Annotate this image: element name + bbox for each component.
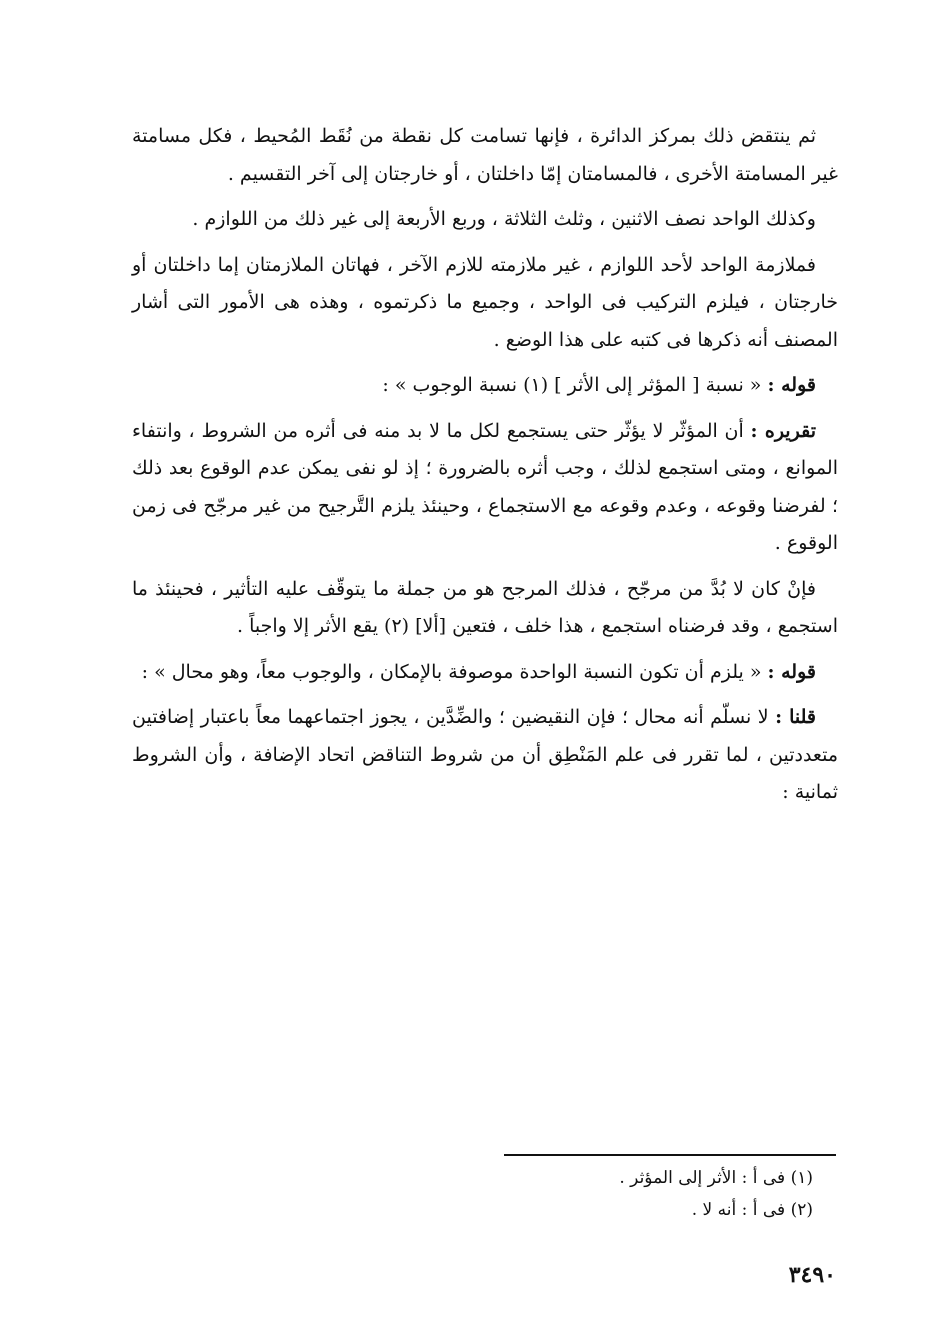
- paragraph-lead: قلنا :: [775, 706, 817, 728]
- paragraph-7: [132, 654, 838, 692]
- paragraph-text: ثم ينتقض ذلك بمركز الدائرة ، فإنها تسامت كل نقطة من نُقَط المُحيط ، فكل مسامتة غير المسامتة الأخرى ، فالمسامتان إمّا داخلتان ، أو خارجتان إلى آخر التقسيم .: [132, 125, 838, 185]
- page-number: ٣٤٩٠: [788, 1262, 836, 1288]
- paragraph-text: فإنْ كان لا بُدَّ من مرجّح ، فذلك المرجح هو من جملة ما يتوقّف عليه التأثير ، فحينئذ ما استجمع ، وقد فرضناه استجمع ، هذا خلف ، فتعين [ألا] (٢) يقع الأثر إلا واجباً .: [132, 577, 838, 637]
- footnotes: [619, 1162, 813, 1226]
- paragraph-3: [132, 247, 838, 360]
- paragraph-lead: قوله :: [767, 660, 816, 683]
- footnote-2: (٢) فى أ : أنه لا .: [691, 1200, 813, 1220]
- page-body: [132, 118, 838, 820]
- paragraph-2: [132, 201, 838, 239]
- paragraph-6: [132, 571, 838, 646]
- paragraph-lead: قوله :: [767, 374, 816, 396]
- paragraph-text: فملازمة الواحد لأحد اللوازم ، غير ملازمته للازم الآخر ، فهاتان الملازمتان إما داخلتان أو خارجتان ، فيلزم التركيب فى الواحد ، وجميع ما ذكرتموه ، وهذه هى الأمور التى أشار المصنف أنه ذكرها فى كتبه على هذا الوضع .: [132, 253, 838, 351]
- paragraph-text: وكذلك الواحد نصف الاثنين ، وثلث الثلاثة ، وربع الأربعة إلى غير ذلك من اللوازم .: [192, 208, 816, 230]
- paragraph-text: « نسبة [ المؤثر إلى الأثر ] (١) نسبة الوجوب » :: [382, 374, 768, 396]
- paragraph-1: [132, 118, 838, 193]
- footnote-1: (١) فى أ : الأثر إلى المؤثر .: [619, 1168, 813, 1188]
- paragraph-lead: تقريره :: [750, 419, 816, 442]
- footnote-separator: [504, 1154, 836, 1156]
- paragraph-4: [132, 367, 838, 405]
- paragraph-text: لا نسلّم أنه محال ؛ فإن النقيضين ؛ والضِّدَّين ، يجوز اجتماعهما معاً باعتبار إضافتين متعددتين ، لما تقرر فى علم المَنْطِق أن من شروط التناقض اتحاد الإضافة ، وأن الشروط ثمانية :: [132, 706, 838, 803]
- paragraph-8: [132, 699, 838, 812]
- paragraph-text: « يلزم أن تكون النسبة الواحدة موصوفة بالإمكان ، والوجوب معاً، وهو محال » :: [141, 660, 768, 683]
- paragraph-text: أن المؤثّر لا يؤثّر حتى يستجمع لكل ما لا بد منه فى أثره من الشروط ، وانتفاء الموانع ، ومتى استجمع لذلك ، وجب أثره بالضرورة ؛ إذ لو نفى يمكن عدم الوقوع بعد ذلك ؛ لفرضنا وقوعه ، وعدم وقوعه مع الاستجماع ، وحينئذ يلزم التَّرجيح من غير مرجّح فى زمن الوقوع .: [132, 419, 838, 554]
- paragraph-5: [132, 413, 838, 563]
